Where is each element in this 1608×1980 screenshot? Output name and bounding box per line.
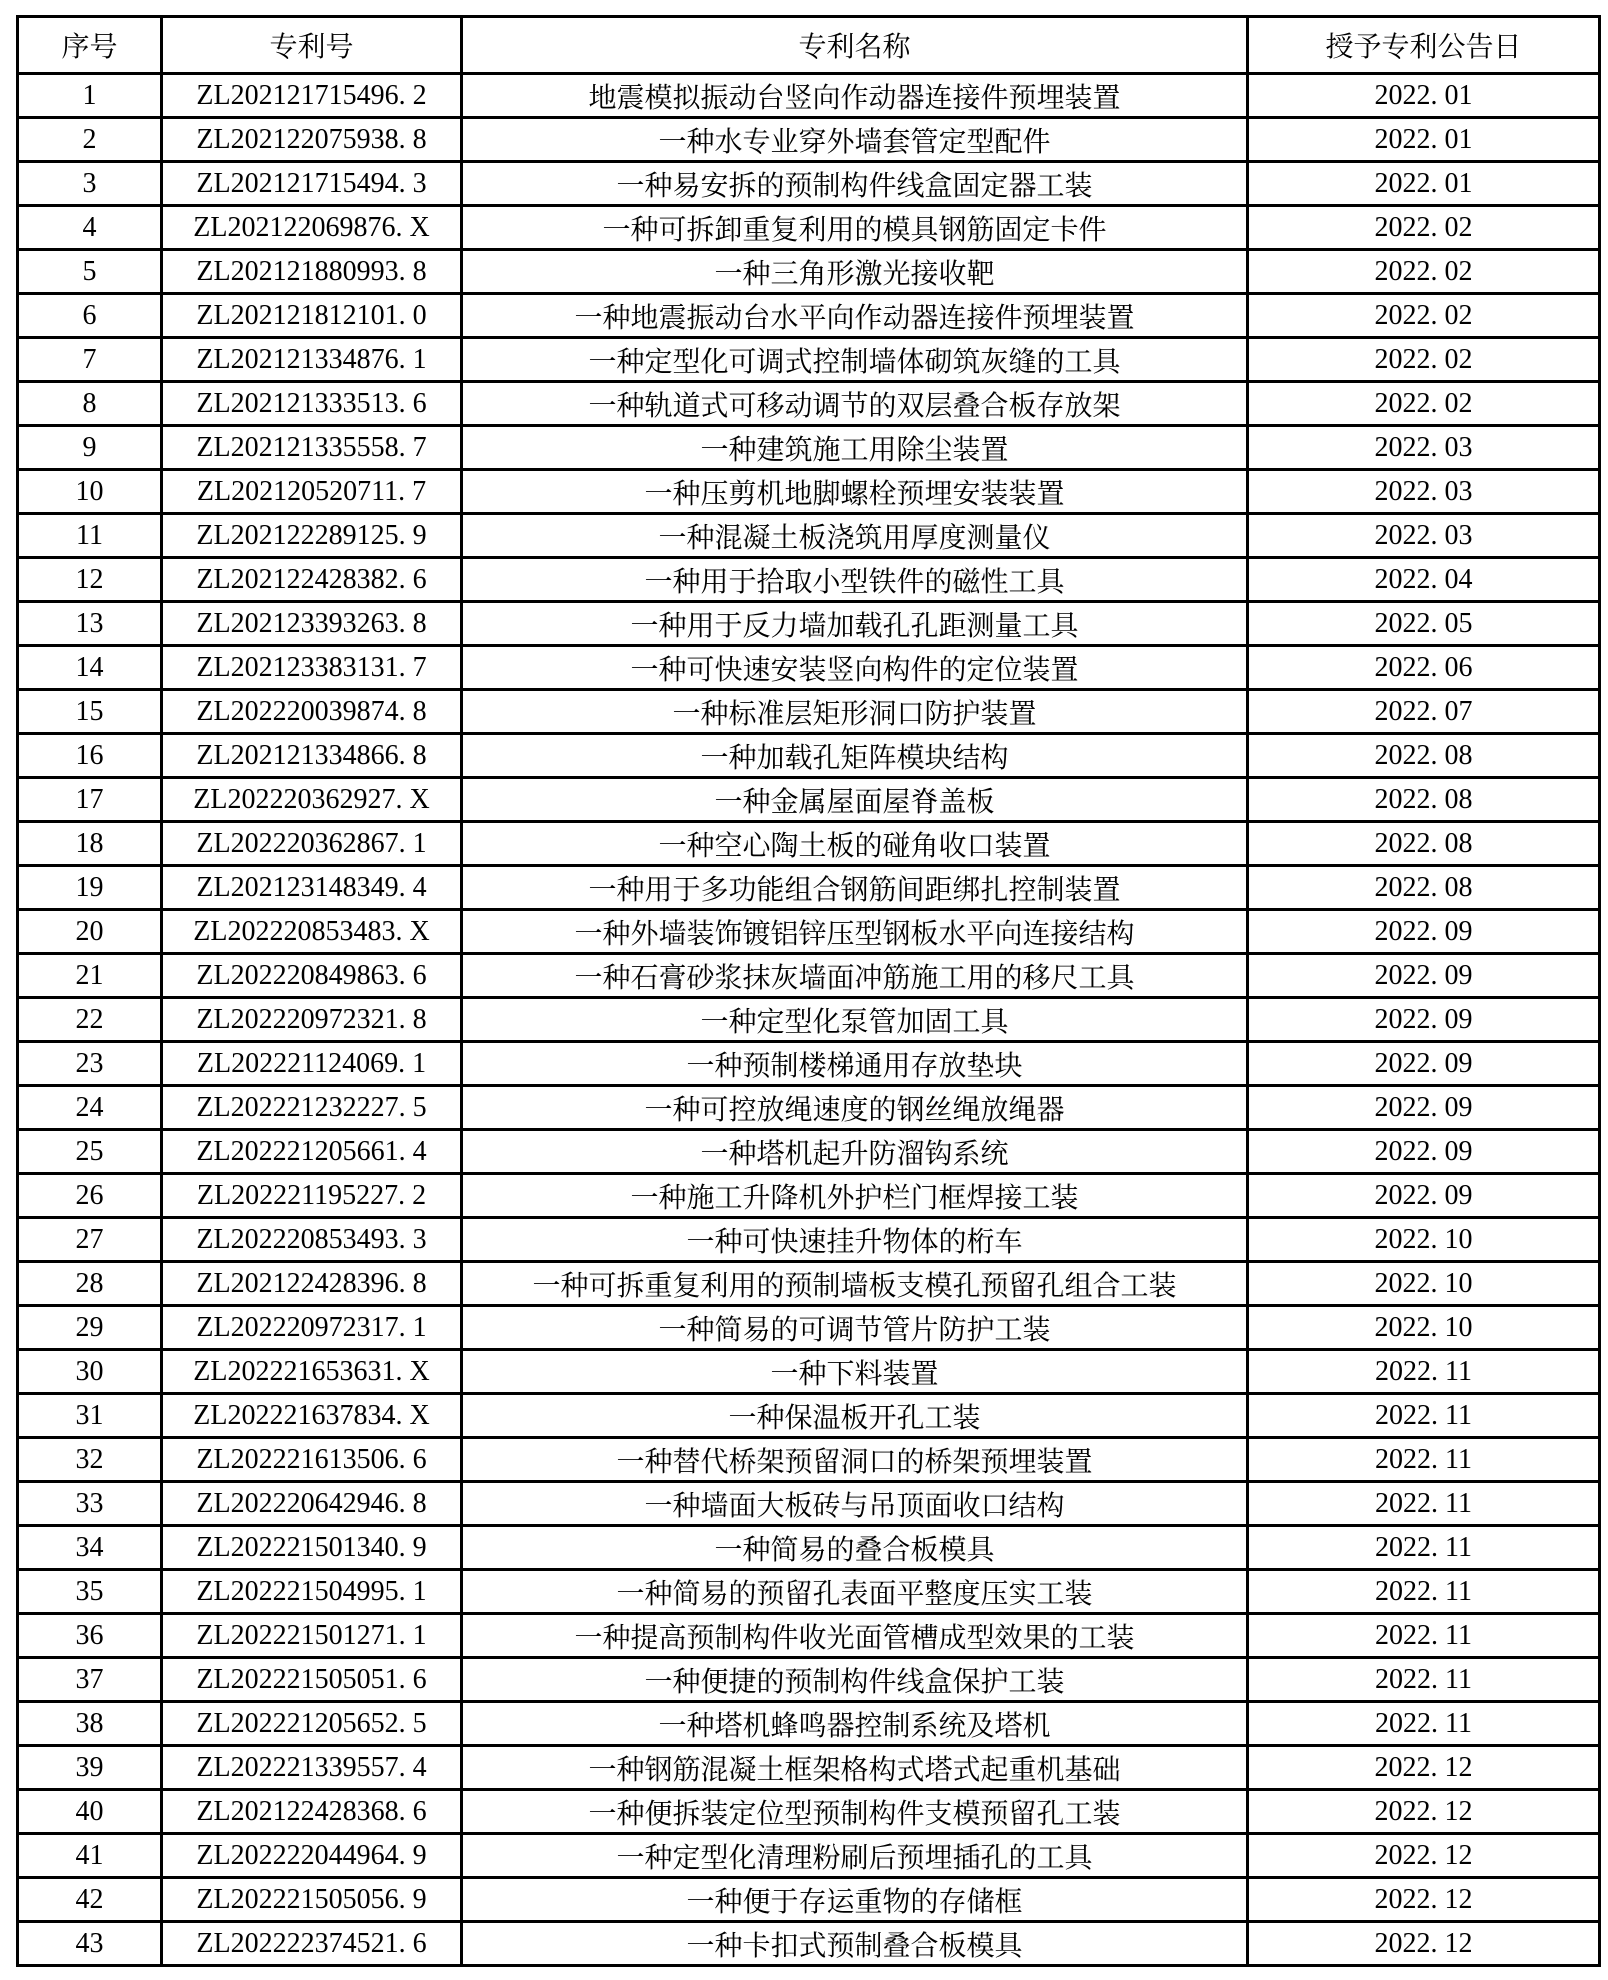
- cell-index: 3: [18, 162, 162, 206]
- cell-index: 5: [18, 250, 162, 294]
- cell-patent-name: 一种钢筋混凝土框架格构式塔式起重机基础: [462, 1746, 1248, 1790]
- cell-patent-name: 一种用于拾取小型铁件的磁性工具: [462, 558, 1248, 602]
- table-row: [18, 206, 1600, 250]
- table-row: [18, 1350, 1600, 1394]
- cell-patent-no: ZL202222374521. 6: [162, 1922, 462, 1966]
- cell-patent-no: ZL202221232227. 5: [162, 1086, 462, 1130]
- table-row: [18, 690, 1600, 734]
- cell-grant-date: 2022. 12: [1248, 1746, 1600, 1790]
- table-row: [18, 954, 1600, 998]
- cell-patent-name: 一种易安拆的预制构件线盒固定器工装: [462, 162, 1248, 206]
- cell-grant-date: 2022. 11: [1248, 1526, 1600, 1570]
- cell-index: 43: [18, 1922, 162, 1966]
- cell-patent-name: 一种施工升降机外护栏门框焊接工装: [462, 1174, 1248, 1218]
- table-row: [18, 998, 1600, 1042]
- cell-patent-no: ZL202220362927. X: [162, 778, 462, 822]
- cell-patent-no: ZL202221505056. 9: [162, 1878, 462, 1922]
- cell-index: 36: [18, 1614, 162, 1658]
- table-row: [18, 470, 1600, 514]
- header-row: [18, 17, 1600, 74]
- cell-patent-no: ZL202221505051. 6: [162, 1658, 462, 1702]
- table-row: [18, 426, 1600, 470]
- patent-table-container: [16, 15, 1598, 1967]
- cell-patent-no: ZL202123393263. 8: [162, 602, 462, 646]
- cell-grant-date: 2022. 11: [1248, 1394, 1600, 1438]
- cell-grant-date: 2022. 11: [1248, 1702, 1600, 1746]
- cell-grant-date: 2022. 12: [1248, 1878, 1600, 1922]
- cell-patent-no: ZL202122428396. 8: [162, 1262, 462, 1306]
- cell-patent-no: ZL202121334866. 8: [162, 734, 462, 778]
- cell-patent-no: ZL202121715496. 2: [162, 74, 462, 118]
- cell-patent-no: ZL202220853493. 3: [162, 1218, 462, 1262]
- cell-patent-name: 一种定型化泵管加固工具: [462, 998, 1248, 1042]
- table-row: [18, 558, 1600, 602]
- cell-patent-name: 一种塔机起升防溜钩系统: [462, 1130, 1248, 1174]
- cell-patent-name: 一种下料装置: [462, 1350, 1248, 1394]
- cell-patent-no: ZL202220039874. 8: [162, 690, 462, 734]
- cell-patent-no: ZL202221501340. 9: [162, 1526, 462, 1570]
- cell-patent-name: 一种塔机蜂鸣器控制系统及塔机: [462, 1702, 1248, 1746]
- column-header-index: 序号: [18, 17, 162, 74]
- cell-index: 39: [18, 1746, 162, 1790]
- cell-grant-date: 2022. 11: [1248, 1614, 1600, 1658]
- cell-index: 1: [18, 74, 162, 118]
- cell-index: 21: [18, 954, 162, 998]
- cell-index: 11: [18, 514, 162, 558]
- cell-index: 4: [18, 206, 162, 250]
- cell-grant-date: 2022. 09: [1248, 910, 1600, 954]
- table-row: [18, 1042, 1600, 1086]
- cell-patent-name: 一种替代桥架预留洞口的桥架预埋装置: [462, 1438, 1248, 1482]
- cell-patent-name: 一种标准层矩形洞口防护装置: [462, 690, 1248, 734]
- cell-patent-no: ZL202123383131. 7: [162, 646, 462, 690]
- cell-grant-date: 2022. 01: [1248, 118, 1600, 162]
- cell-index: 9: [18, 426, 162, 470]
- cell-grant-date: 2022. 11: [1248, 1658, 1600, 1702]
- cell-patent-name: 一种水专业穿外墙套管定型配件: [462, 118, 1248, 162]
- cell-index: 7: [18, 338, 162, 382]
- cell-grant-date: 2022. 09: [1248, 1130, 1600, 1174]
- cell-patent-no: ZL202121812101. 0: [162, 294, 462, 338]
- cell-grant-date: 2022. 09: [1248, 1042, 1600, 1086]
- cell-index: 23: [18, 1042, 162, 1086]
- cell-index: 24: [18, 1086, 162, 1130]
- cell-patent-no: ZL202221205661. 4: [162, 1130, 462, 1174]
- cell-patent-name: 一种用于反力墙加载孔孔距测量工具: [462, 602, 1248, 646]
- cell-patent-no: ZL202221124069. 1: [162, 1042, 462, 1086]
- cell-patent-no: ZL202220849863. 6: [162, 954, 462, 998]
- cell-patent-name: 一种便拆装定位型预制构件支模预留孔工装: [462, 1790, 1248, 1834]
- cell-grant-date: 2022. 02: [1248, 382, 1600, 426]
- cell-index: 29: [18, 1306, 162, 1350]
- cell-grant-date: 2022. 02: [1248, 206, 1600, 250]
- cell-grant-date: 2022. 12: [1248, 1834, 1600, 1878]
- cell-grant-date: 2022. 11: [1248, 1482, 1600, 1526]
- cell-patent-name: 一种石膏砂浆抹灰墙面冲筋施工用的移尺工具: [462, 954, 1248, 998]
- cell-patent-name: 一种可快速挂升物体的桁车: [462, 1218, 1248, 1262]
- table-row: [18, 1614, 1600, 1658]
- patent-table: [16, 15, 1601, 1967]
- cell-patent-no: ZL202121333513. 6: [162, 382, 462, 426]
- cell-grant-date: 2022. 09: [1248, 1174, 1600, 1218]
- cell-grant-date: 2022. 08: [1248, 866, 1600, 910]
- cell-index: 41: [18, 1834, 162, 1878]
- cell-patent-no: ZL202220972317. 1: [162, 1306, 462, 1350]
- cell-patent-no: ZL202220642946. 8: [162, 1482, 462, 1526]
- cell-patent-no: ZL202121880993. 8: [162, 250, 462, 294]
- cell-patent-no: ZL202221637834. X: [162, 1394, 462, 1438]
- cell-grant-date: 2022. 10: [1248, 1306, 1600, 1350]
- cell-patent-name: 一种建筑施工用除尘装置: [462, 426, 1248, 470]
- cell-patent-name: 地震模拟振动台竖向作动器连接件预埋装置: [462, 74, 1248, 118]
- table-row: [18, 734, 1600, 778]
- cell-patent-name: 一种提高预制构件收光面管槽成型效果的工装: [462, 1614, 1248, 1658]
- cell-patent-no: ZL202122069876. X: [162, 206, 462, 250]
- cell-grant-date: 2022. 03: [1248, 426, 1600, 470]
- cell-patent-name: 一种定型化清理粉刷后预埋插孔的工具: [462, 1834, 1248, 1878]
- column-header-patent-name: 专利名称: [462, 17, 1248, 74]
- cell-patent-name: 一种便捷的预制构件线盒保护工装: [462, 1658, 1248, 1702]
- table-row: [18, 250, 1600, 294]
- cell-patent-no: ZL202122428382. 6: [162, 558, 462, 602]
- cell-patent-name: 一种卡扣式预制叠合板模具: [462, 1922, 1248, 1966]
- table-row: [18, 602, 1600, 646]
- cell-patent-name: 一种加载孔矩阵模块结构: [462, 734, 1248, 778]
- cell-patent-name: 一种简易的可调节管片防护工装: [462, 1306, 1248, 1350]
- table-row: [18, 1570, 1600, 1614]
- cell-patent-no: ZL202221653631. X: [162, 1350, 462, 1394]
- cell-index: 42: [18, 1878, 162, 1922]
- table-row: [18, 382, 1600, 426]
- table-row: [18, 1174, 1600, 1218]
- cell-index: 6: [18, 294, 162, 338]
- table-row: [18, 1834, 1600, 1878]
- cell-index: 34: [18, 1526, 162, 1570]
- cell-patent-name: 一种用于多功能组合钢筋间距绑扎控制装置: [462, 866, 1248, 910]
- cell-index: 17: [18, 778, 162, 822]
- column-header-grant-date: 授予专利公告日: [1248, 17, 1600, 74]
- cell-patent-no: ZL202222044964. 9: [162, 1834, 462, 1878]
- cell-grant-date: 2022. 07: [1248, 690, 1600, 734]
- cell-grant-date: 2022. 09: [1248, 998, 1600, 1042]
- cell-patent-no: ZL202121335558. 7: [162, 426, 462, 470]
- table-row: [18, 910, 1600, 954]
- cell-grant-date: 2022. 11: [1248, 1570, 1600, 1614]
- cell-index: 40: [18, 1790, 162, 1834]
- cell-index: 31: [18, 1394, 162, 1438]
- cell-grant-date: 2022. 09: [1248, 954, 1600, 998]
- cell-patent-name: 一种地震振动台水平向作动器连接件预埋装置: [462, 294, 1248, 338]
- table-row: [18, 1658, 1600, 1702]
- cell-patent-no: ZL202121715494. 3: [162, 162, 462, 206]
- cell-index: 30: [18, 1350, 162, 1394]
- table-row: [18, 294, 1600, 338]
- cell-patent-no: ZL202220972321. 8: [162, 998, 462, 1042]
- table-row: [18, 1394, 1600, 1438]
- cell-patent-name: 一种空心陶土板的碰角收口装置: [462, 822, 1248, 866]
- table-row: [18, 338, 1600, 382]
- cell-grant-date: 2022. 04: [1248, 558, 1600, 602]
- column-header-patent-no: 专利号: [162, 17, 462, 74]
- cell-index: 10: [18, 470, 162, 514]
- table-row: [18, 1086, 1600, 1130]
- cell-index: 38: [18, 1702, 162, 1746]
- cell-index: 26: [18, 1174, 162, 1218]
- table-row: [18, 1790, 1600, 1834]
- cell-patent-name: 一种保温板开孔工装: [462, 1394, 1248, 1438]
- cell-grant-date: 2022. 01: [1248, 162, 1600, 206]
- table-row: [18, 646, 1600, 690]
- cell-grant-date: 2022. 01: [1248, 74, 1600, 118]
- table-row: [18, 74, 1600, 118]
- cell-patent-name: 一种可控放绳速度的钢丝绳放绳器: [462, 1086, 1248, 1130]
- cell-grant-date: 2022. 10: [1248, 1218, 1600, 1262]
- cell-grant-date: 2022. 10: [1248, 1262, 1600, 1306]
- table-row: [18, 1702, 1600, 1746]
- cell-index: 37: [18, 1658, 162, 1702]
- cell-patent-name: 一种便于存运重物的存储框: [462, 1878, 1248, 1922]
- cell-patent-name: 一种压剪机地脚螺栓预埋安装装置: [462, 470, 1248, 514]
- cell-grant-date: 2022. 06: [1248, 646, 1600, 690]
- cell-index: 15: [18, 690, 162, 734]
- cell-grant-date: 2022. 08: [1248, 778, 1600, 822]
- table-row: [18, 1526, 1600, 1570]
- cell-index: 13: [18, 602, 162, 646]
- cell-patent-no: ZL202221205652. 5: [162, 1702, 462, 1746]
- cell-patent-name: 一种简易的叠合板模具: [462, 1526, 1248, 1570]
- cell-index: 33: [18, 1482, 162, 1526]
- cell-patent-name: 一种定型化可调式控制墙体砌筑灰缝的工具: [462, 338, 1248, 382]
- cell-index: 19: [18, 866, 162, 910]
- cell-grant-date: 2022. 12: [1248, 1790, 1600, 1834]
- cell-grant-date: 2022. 02: [1248, 294, 1600, 338]
- cell-grant-date: 2022. 03: [1248, 514, 1600, 558]
- cell-patent-no: ZL202221195227. 2: [162, 1174, 462, 1218]
- cell-patent-name: 一种可快速安装竖向构件的定位装置: [462, 646, 1248, 690]
- table-row: [18, 1878, 1600, 1922]
- cell-patent-no: ZL202122289125. 9: [162, 514, 462, 558]
- cell-patent-no: ZL202221501271. 1: [162, 1614, 462, 1658]
- cell-grant-date: 2022. 03: [1248, 470, 1600, 514]
- cell-patent-no: ZL202121334876. 1: [162, 338, 462, 382]
- cell-patent-no: ZL202122428368. 6: [162, 1790, 462, 1834]
- cell-grant-date: 2022. 12: [1248, 1922, 1600, 1966]
- cell-grant-date: 2022. 08: [1248, 822, 1600, 866]
- cell-index: 20: [18, 910, 162, 954]
- table-row: [18, 118, 1600, 162]
- cell-patent-name: 一种可拆重复利用的预制墙板支模孔预留孔组合工装: [462, 1262, 1248, 1306]
- table-row: [18, 1262, 1600, 1306]
- table-row: [18, 1306, 1600, 1350]
- cell-index: 2: [18, 118, 162, 162]
- table-row: [18, 162, 1600, 206]
- table-row: [18, 1218, 1600, 1262]
- cell-patent-name: 一种轨道式可移动调节的双层叠合板存放架: [462, 382, 1248, 426]
- cell-patent-name: 一种三角形激光接收靶: [462, 250, 1248, 294]
- cell-index: 18: [18, 822, 162, 866]
- cell-grant-date: 2022. 05: [1248, 602, 1600, 646]
- table-row: [18, 1482, 1600, 1526]
- cell-index: 22: [18, 998, 162, 1042]
- cell-index: 35: [18, 1570, 162, 1614]
- cell-grant-date: 2022. 02: [1248, 338, 1600, 382]
- cell-patent-no: ZL202221613506. 6: [162, 1438, 462, 1482]
- cell-index: 25: [18, 1130, 162, 1174]
- table-row: [18, 514, 1600, 558]
- table-row: [18, 1438, 1600, 1482]
- cell-index: 8: [18, 382, 162, 426]
- cell-patent-no: ZL202220853483. X: [162, 910, 462, 954]
- cell-index: 16: [18, 734, 162, 778]
- cell-patent-name: 一种可拆卸重复利用的模具钢筋固定卡件: [462, 206, 1248, 250]
- cell-grant-date: 2022. 11: [1248, 1438, 1600, 1482]
- cell-grant-date: 2022. 11: [1248, 1350, 1600, 1394]
- cell-patent-no: ZL202122075938. 8: [162, 118, 462, 162]
- cell-patent-no: ZL202120520711. 7: [162, 470, 462, 514]
- table-row: [18, 822, 1600, 866]
- cell-index: 14: [18, 646, 162, 690]
- cell-patent-name: 一种预制楼梯通用存放垫块: [462, 1042, 1248, 1086]
- cell-grant-date: 2022. 02: [1248, 250, 1600, 294]
- cell-patent-no: ZL202123148349. 4: [162, 866, 462, 910]
- cell-patent-no: ZL202221504995. 1: [162, 1570, 462, 1614]
- cell-patent-no: ZL202220362867. 1: [162, 822, 462, 866]
- table-row: [18, 1922, 1600, 1966]
- cell-grant-date: 2022. 09: [1248, 1086, 1600, 1130]
- cell-patent-name: 一种金属屋面屋脊盖板: [462, 778, 1248, 822]
- table-row: [18, 866, 1600, 910]
- cell-patent-name: 一种简易的预留孔表面平整度压实工装: [462, 1570, 1248, 1614]
- cell-patent-no: ZL202221339557. 4: [162, 1746, 462, 1790]
- patent-table-body: [18, 74, 1600, 1966]
- cell-patent-name: 一种外墙装饰镀铝锌压型钢板水平向连接结构: [462, 910, 1248, 954]
- cell-index: 28: [18, 1262, 162, 1306]
- cell-index: 32: [18, 1438, 162, 1482]
- table-row: [18, 1130, 1600, 1174]
- cell-index: 27: [18, 1218, 162, 1262]
- cell-grant-date: 2022. 08: [1248, 734, 1600, 778]
- table-row: [18, 778, 1600, 822]
- cell-index: 12: [18, 558, 162, 602]
- table-row: [18, 1746, 1600, 1790]
- cell-patent-name: 一种墙面大板砖与吊顶面收口结构: [462, 1482, 1248, 1526]
- cell-patent-name: 一种混凝土板浇筑用厚度测量仪: [462, 514, 1248, 558]
